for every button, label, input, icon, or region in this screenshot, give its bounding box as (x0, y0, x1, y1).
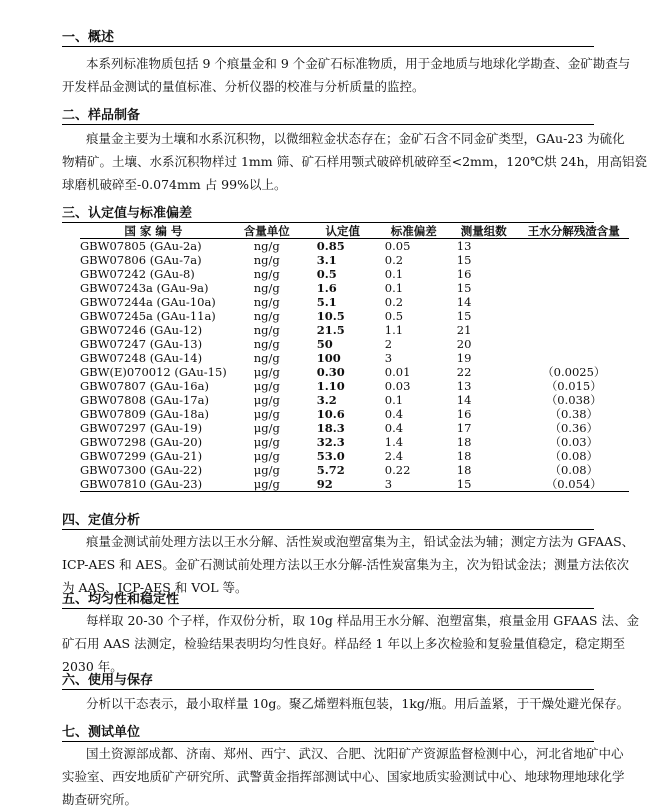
cell-groups: 14 (456, 295, 472, 309)
cell-stddev: 0.1 (384, 281, 404, 295)
cell-stddev: 3 (384, 351, 393, 365)
text-line: 国土资源部成都、济南、郑州、西宁、武汉、合肥、沈阳矿产资源监督检测中心，河北省地矿中心 (86, 746, 624, 761)
cell-residue (519, 351, 629, 365)
text-line: 痕量金主要为土壤和水系沉积物，以微细粒金状态存在；金矿石含不同金矿类型，GAu-23 为硫化 (86, 131, 625, 146)
table-row (80, 435, 629, 449)
cell-unit: ng/g (253, 253, 280, 267)
table-row (80, 267, 629, 281)
section-title-sample-prep: 二、样品制备 (62, 108, 141, 123)
cell-stddev: 0.2 (384, 253, 404, 267)
cell-id: GBW07248 (GAu-14) (80, 351, 203, 365)
table-row (80, 463, 629, 477)
col-header-id: 国 家 编 号 (124, 224, 183, 238)
certified-values-table (80, 224, 629, 492)
cell-unit: μg/g (253, 365, 280, 379)
cell-certified: 3.1 (316, 253, 337, 267)
cell-stddev: 1.4 (384, 435, 404, 449)
cell-residue (519, 267, 629, 281)
cell-unit: μg/g (253, 407, 280, 421)
text-line: 2030 年。 (62, 659, 123, 674)
text-line: 分析以干态表示，最小取样量 10g。聚乙烯塑料瓶包装，1kg/瓶。用后盖紧，于干燥处避光保存。 (86, 696, 630, 711)
text-line: 矿石用 AAS 法测定，检验结果表明均匀性良好。样品经 1 年以上多次检验和复验量值稳定，稳定期至 (62, 636, 625, 651)
cell-stddev: 0.01 (384, 365, 411, 379)
cell-stddev: 0.2 (384, 295, 404, 309)
cell-certified: 18.3 (316, 421, 345, 435)
cell-unit: μg/g (253, 477, 280, 491)
cell-certified: 1.10 (316, 379, 345, 393)
cell-residue (519, 281, 629, 295)
section-usage-text (86, 692, 630, 715)
cell-id: GBW07807 (GAu-16a) (80, 379, 209, 393)
cell-residue (519, 239, 629, 254)
text-line: 为 AAS、ICP-AES 和 VOL 等。 (62, 580, 248, 595)
section-title-labs: 七、测试单位 (62, 725, 141, 740)
cell-stddev: 2 (384, 337, 393, 351)
cell-id: GBW07243a (GAu-9a) (80, 281, 209, 295)
table-row (80, 253, 629, 267)
cell-certified: 50 (316, 337, 333, 351)
table-row (80, 449, 629, 463)
text-line: 勘查研究所。 (62, 792, 138, 807)
cell-groups: 13 (456, 379, 472, 393)
cell-stddev: 0.05 (384, 239, 411, 253)
col-header-stddev: 标准偏差 (390, 224, 437, 238)
section-sample-prep-text (62, 127, 648, 196)
cell-groups: 14 (456, 393, 472, 407)
cell-groups: 15 (456, 281, 472, 295)
section-title-usage: 六、使用与保存 (62, 673, 154, 688)
cell-id: GBW07245a (GAu-11a) (80, 309, 216, 323)
cell-unit: ng/g (253, 239, 280, 253)
section-divider (62, 689, 594, 690)
cell-groups: 15 (456, 309, 472, 323)
cell-unit: μg/g (253, 449, 280, 463)
cell-residue (519, 323, 629, 337)
table-row (80, 393, 629, 407)
cell-stddev: 0.4 (384, 421, 404, 435)
col-header-unit: 含量单位 (243, 224, 290, 238)
cell-residue: （0.36） (549, 421, 599, 435)
cell-certified: 1.6 (316, 281, 337, 295)
cell-unit: μg/g (253, 421, 280, 435)
cell-groups: 16 (456, 267, 472, 281)
cell-groups: 17 (456, 421, 472, 435)
cell-id: GBW07809 (GAu-18a) (80, 407, 209, 421)
cell-groups: 18 (456, 463, 472, 477)
text-line: 本系列标准物质包括 9 个痕量金和 9 个金矿石标准物质，用于金地质与地球化学勘查、金矿勘查与 (86, 56, 631, 71)
cell-unit: ng/g (253, 337, 280, 351)
cell-stddev: 1.1 (384, 323, 404, 337)
text-line: 实验室、西安地质矿产研究所、武警黄金指挥部测试中心、国家地质实验测试中心、地球物理地球化学 (62, 769, 625, 784)
section-divider (62, 222, 594, 223)
cell-residue: （0.015） (545, 379, 602, 393)
cell-groups: 22 (456, 365, 472, 379)
cell-id: GBW07244a (GAu-10a) (80, 295, 216, 309)
text-line: 开发样品金测试的量值标准、分析仪器的校准与分析质量的监控。 (62, 79, 425, 94)
cell-groups: 15 (456, 253, 472, 267)
cell-certified: 10.5 (316, 309, 345, 323)
table-header-row (80, 224, 629, 239)
section-divider (62, 46, 594, 47)
text-line: 每样取 20-30 个子样，作双份分析，取 10g 样品用王水分解、泡塑富集，痕量金用 GFAAS 法、金 (86, 613, 639, 628)
cell-certified: 0.30 (316, 365, 345, 379)
section-title-certified-values: 三、认定值与标准偏差 (62, 206, 193, 221)
cell-residue: （0.038） (545, 393, 602, 407)
cell-id: GBW07810 (GAu-23) (80, 477, 203, 491)
col-header-certified: 认定值 (325, 224, 361, 238)
table-row (80, 295, 629, 309)
cell-residue (519, 295, 629, 309)
table-row (80, 365, 629, 379)
table-row (80, 407, 629, 421)
cell-groups: 21 (456, 323, 472, 337)
text-line: 物精矿。土壤、水系沉积物样过 1mm 筛、矿石样用颚式破碎机破碎至<2mm，120℃烘 24h，用高铝瓷 (62, 154, 648, 169)
cell-certified: 32.3 (316, 435, 345, 449)
col-header-residue: 王水分解残渣含量 (527, 224, 620, 238)
cell-unit: ng/g (253, 281, 280, 295)
section-title-homogeneity: 五、均匀性和稳定性 (62, 592, 180, 607)
cell-groups: 18 (456, 435, 472, 449)
table-row (80, 239, 629, 254)
cell-id: GBW07246 (GAu-12) (80, 323, 203, 337)
cell-certified: 3.2 (316, 393, 337, 407)
text-line: 痕量金测试前处理方法以王水分解、活性炭或泡塑富集为主，铅试金法为辅；测定方法为 GFAAS、 (86, 534, 635, 549)
cell-certified: 0.85 (316, 239, 345, 253)
cell-certified: 53.0 (316, 449, 345, 463)
cell-residue (519, 337, 629, 351)
cell-certified: 100 (316, 351, 341, 365)
cell-residue (519, 253, 629, 267)
cell-residue: （0.054） (545, 477, 602, 491)
cell-groups: 13 (456, 239, 472, 253)
cell-residue (519, 309, 629, 323)
cell-certified: 21.5 (316, 323, 345, 337)
section-title-overview: 一、概述 (62, 30, 115, 45)
cell-id: GBW(E)070012 (GAu-15) (80, 365, 227, 379)
table-row (80, 379, 629, 393)
cell-certified: 92 (316, 477, 333, 491)
table-row (80, 421, 629, 435)
cell-stddev: 2.4 (384, 449, 404, 463)
cell-residue: （0.08） (549, 463, 599, 477)
cell-certified: 5.72 (316, 463, 345, 477)
cell-unit: ng/g (253, 267, 280, 281)
table-row (80, 323, 629, 337)
cell-unit: ng/g (253, 309, 280, 323)
cell-unit: ng/g (253, 323, 280, 337)
cell-id: GBW07297 (GAu-19) (80, 421, 203, 435)
cell-residue: （0.08） (549, 449, 599, 463)
section-divider (62, 124, 594, 125)
cell-stddev: 3 (384, 477, 393, 491)
table-row (80, 337, 629, 351)
cell-id: GBW07300 (GAu-22) (80, 463, 203, 477)
section-title-analysis: 四、定值分析 (62, 513, 141, 528)
cell-groups: 15 (456, 477, 472, 491)
table-row (80, 281, 629, 295)
cell-certified: 5.1 (316, 295, 337, 309)
cell-unit: μg/g (253, 463, 280, 477)
cell-id: GBW07298 (GAu-20) (80, 435, 203, 449)
section-homogeneity-text (62, 609, 639, 678)
cell-residue: （0.38） (549, 407, 599, 421)
cell-unit: ng/g (253, 295, 280, 309)
cell-groups: 19 (456, 351, 472, 365)
cell-stddev: 0.1 (384, 393, 404, 407)
section-overview-text (62, 52, 631, 98)
cell-certified: 0.5 (316, 267, 337, 281)
text-line: ICP-AES 和 AES。金矿石测试前处理方法以王水分解-活性炭富集为主，次为铅试金法；测量方法依次 (62, 557, 630, 572)
cell-residue: （0.03） (549, 435, 599, 449)
cell-certified: 10.6 (316, 407, 345, 421)
cell-stddev: 0.1 (384, 267, 404, 281)
cell-id: GBW07242 (GAu-8) (80, 267, 195, 281)
cell-stddev: 0.03 (384, 379, 411, 393)
text-line: 球磨机破碎至-0.074mm 占 99%以上。 (62, 177, 287, 192)
table-row (80, 477, 629, 492)
table-row (80, 309, 629, 323)
col-header-groups: 测量组数 (460, 224, 507, 238)
cell-unit: μg/g (253, 393, 280, 407)
cell-stddev: 0.22 (384, 463, 411, 477)
cell-unit: μg/g (253, 435, 280, 449)
cell-id: GBW07299 (GAu-21) (80, 449, 203, 463)
cell-id: GBW07808 (GAu-17a) (80, 393, 209, 407)
cell-unit: μg/g (253, 379, 280, 393)
section-labs-text (62, 742, 625, 811)
cell-groups: 18 (456, 449, 472, 463)
cell-id: GBW07805 (GAu-2a) (80, 239, 202, 253)
cell-groups: 16 (456, 407, 472, 421)
cell-residue: （0.0025） (542, 365, 606, 379)
cell-id: GBW07247 (GAu-13) (80, 337, 203, 351)
cell-stddev: 0.5 (384, 309, 404, 323)
cell-stddev: 0.4 (384, 407, 404, 421)
cell-id: GBW07806 (GAu-7a) (80, 253, 202, 267)
table-row (80, 351, 629, 365)
cell-unit: ng/g (253, 351, 280, 365)
cell-groups: 20 (456, 337, 472, 351)
